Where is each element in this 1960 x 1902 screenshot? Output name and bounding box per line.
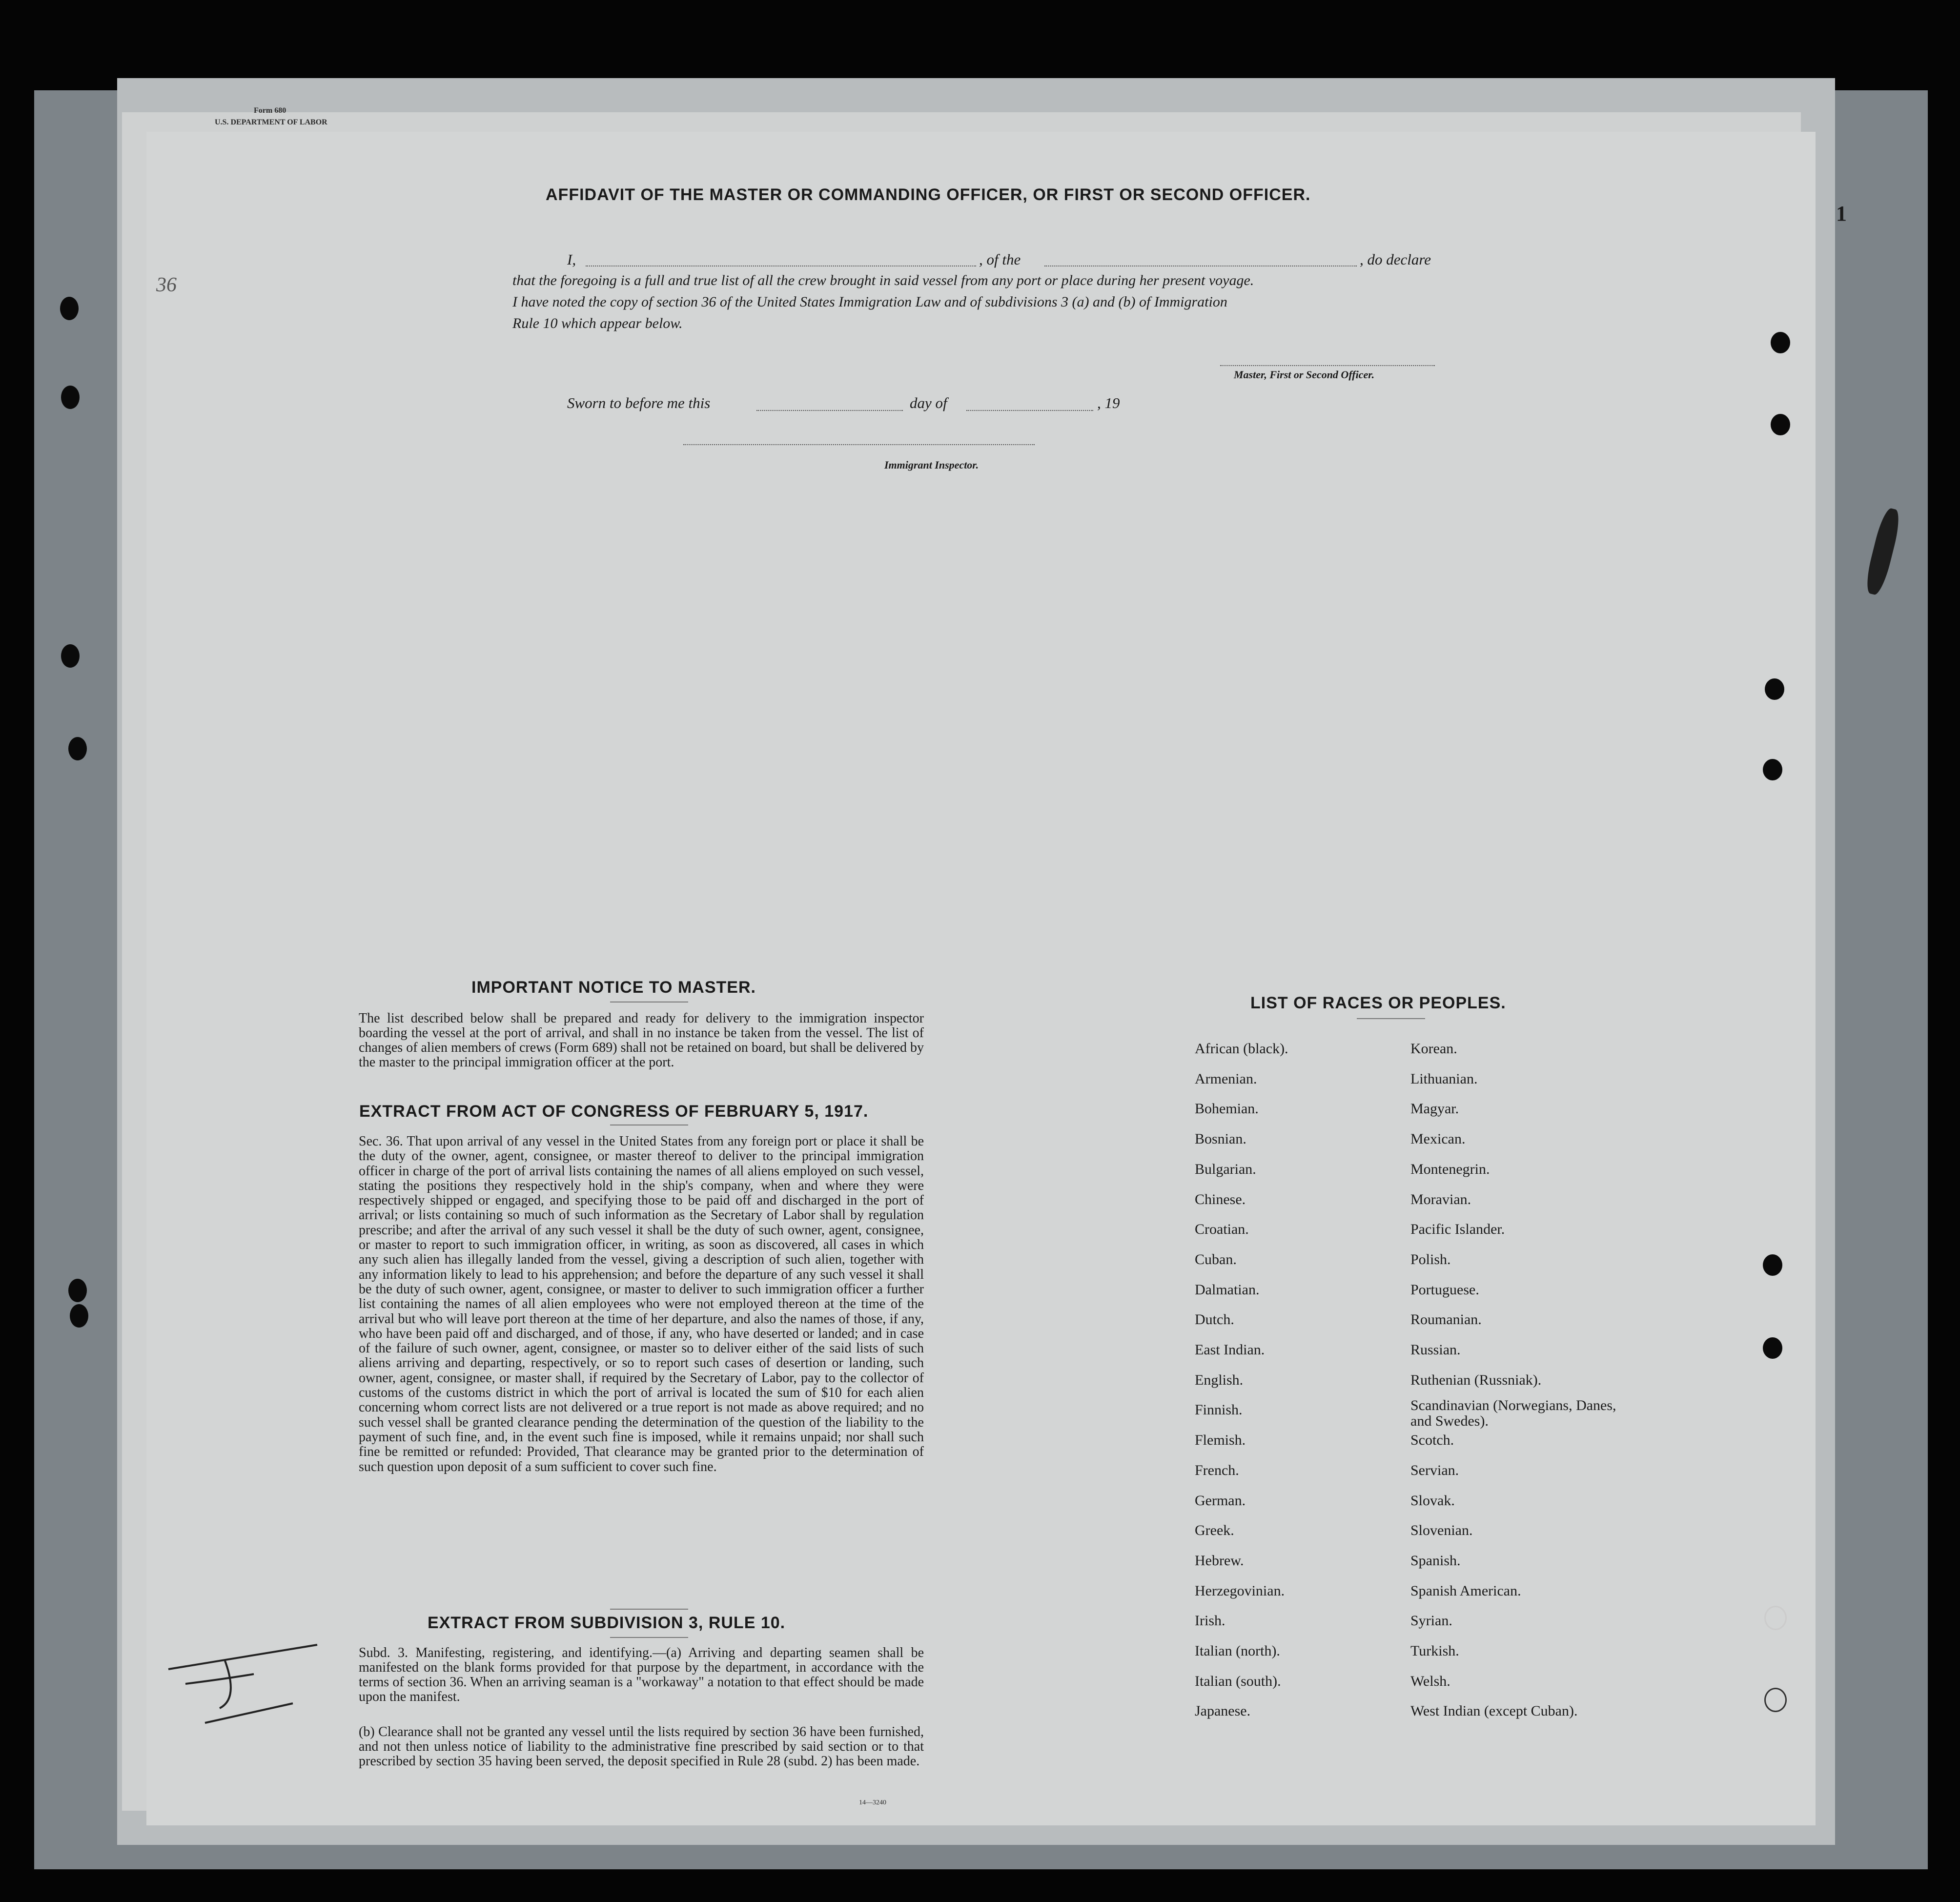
notice-body: The list described below shall be prepared and ready for delivery to the immigration inspector boarding the vessel at the port of arrival, and shall in no instance be taken from the vessel. The list of changes of alien members of crews (Form 689) shall not be retained on board, but shall be delivered by the master to the principal immigration officer at the port. xyxy=(359,1011,924,1070)
race-item: Slovak. xyxy=(1410,1492,1455,1509)
affidavit-line2: that the foregoing is a full and true list of all the crew brought in said vessel from any port or place during her present voyage. xyxy=(512,272,1254,288)
race-item: Spanish American. xyxy=(1410,1582,1521,1599)
affidavit-of-the: , of the xyxy=(979,251,1021,268)
divider xyxy=(610,1609,688,1610)
punch-hole xyxy=(61,386,80,409)
race-item: Roumanian. xyxy=(1410,1311,1482,1328)
punch-hole xyxy=(1763,1254,1782,1276)
sworn-year: , 19 xyxy=(1097,394,1120,411)
handwritten-mark xyxy=(166,1640,322,1728)
race-item: Ruthenian (Russniak). xyxy=(1410,1371,1542,1388)
divider xyxy=(610,1637,688,1638)
extract-rule-body-b: (b) Clearance shall not be granted any vessel until the lists required by section 36 have been furnished, and not then unless notice of liability to the administrative fine prescribed by said section or to that prescribed by section 35 having been served, the deposit specified in Rule 28 (subd. 2) has been made. xyxy=(359,1724,924,1769)
notice-title: IMPORTANT NOTICE TO MASTER. xyxy=(471,978,756,997)
race-item: Bosnian. xyxy=(1195,1131,1246,1147)
race-item: Bulgarian. xyxy=(1195,1161,1256,1177)
race-item: Scotch. xyxy=(1410,1432,1454,1449)
race-item: Portuguese. xyxy=(1410,1281,1479,1298)
race-item: Syrian. xyxy=(1410,1613,1452,1629)
race-item: Pacific Islander. xyxy=(1410,1221,1505,1238)
race-item: Chinese. xyxy=(1195,1191,1246,1207)
punch-hole xyxy=(1764,1606,1787,1630)
sworn-prefix: Sworn to before me this xyxy=(567,394,711,411)
race-item: German. xyxy=(1195,1492,1246,1509)
sworn-day-of: day of xyxy=(910,394,947,411)
print-code: 14—3240 xyxy=(859,1799,886,1806)
race-item: Polish. xyxy=(1410,1251,1451,1268)
punch-hole xyxy=(61,644,80,668)
race-item: Spanish. xyxy=(1410,1552,1461,1569)
affidavit-title: AFFIDAVIT OF THE MASTER OR COMMANDING OFFICER, OR FIRST OR SECOND OFFICER. xyxy=(546,185,1311,204)
race-item: Greek. xyxy=(1195,1522,1234,1539)
race-item: Korean. xyxy=(1410,1041,1457,1057)
punch-hole xyxy=(1764,1688,1787,1712)
inspector-label: Immigrant Inspector. xyxy=(884,459,979,471)
master-signature-label: Master, First or Second Officer. xyxy=(1234,368,1375,381)
race-item: Dutch. xyxy=(1195,1311,1234,1328)
race-item: Armenian. xyxy=(1195,1070,1257,1087)
race-item: Italian (north). xyxy=(1195,1643,1280,1659)
race-item: African (black). xyxy=(1195,1041,1288,1057)
race-item: East Indian. xyxy=(1195,1342,1265,1358)
race-item: Croatian. xyxy=(1195,1221,1249,1238)
race-item: Scandinavian (Norwegians, Danes, and Swedes). xyxy=(1410,1397,1616,1430)
race-item: West Indian (except Cuban). xyxy=(1410,1703,1578,1719)
punch-hole xyxy=(70,1304,88,1328)
punch-hole xyxy=(1763,759,1782,780)
race-item: English. xyxy=(1195,1371,1244,1388)
extract-rule-title: EXTRACT FROM SUBDIVISION 3, RULE 10. xyxy=(428,1614,786,1632)
affidavit-i: I, xyxy=(567,251,576,268)
punch-hole xyxy=(1771,414,1790,435)
race-item: Slovenian. xyxy=(1410,1522,1473,1539)
punch-hole xyxy=(68,737,87,760)
race-item: Japanese. xyxy=(1195,1703,1251,1719)
race-item: Hebrew. xyxy=(1195,1552,1244,1569)
sworn-day-blank[interactable] xyxy=(756,410,903,411)
race-item: Montenegrin. xyxy=(1410,1161,1490,1177)
punch-hole xyxy=(1763,1337,1782,1359)
left-edge-number: 36 xyxy=(156,274,177,296)
races-title: LIST OF RACES OR PEOPLES. xyxy=(1250,994,1506,1012)
affidavit-declare: , do declare xyxy=(1360,251,1431,268)
race-item: Russian. xyxy=(1410,1342,1461,1358)
affidavit-line3: I have noted the copy of section 36 of the United States Immigration Law and of subdivisions 3 (a) and (b) of Immigration xyxy=(512,294,1227,310)
race-item: Finnish. xyxy=(1195,1402,1243,1418)
race-item: Flemish. xyxy=(1195,1432,1246,1449)
race-item: Cuban. xyxy=(1195,1251,1237,1268)
race-item: Dalmatian. xyxy=(1195,1281,1260,1298)
race-item: Lithuanian. xyxy=(1410,1070,1478,1087)
extract-act-title: EXTRACT FROM ACT OF CONGRESS OF FEBRUARY 5, 1917. xyxy=(359,1102,869,1121)
inspector-signature-blank[interactable] xyxy=(683,444,1035,445)
document-page xyxy=(146,132,1816,1825)
right-edge-number: 1 xyxy=(1836,202,1847,225)
race-item: Italian (south). xyxy=(1195,1673,1281,1689)
race-item: French. xyxy=(1195,1462,1239,1478)
divider xyxy=(1357,1018,1425,1019)
race-item: Bohemian. xyxy=(1195,1101,1259,1117)
punch-hole xyxy=(1765,678,1784,700)
race-item: Mexican. xyxy=(1410,1131,1466,1147)
race-item: Welsh. xyxy=(1410,1673,1450,1689)
race-item: Moravian. xyxy=(1410,1191,1471,1207)
punch-hole xyxy=(60,297,79,320)
form-department: U.S. DEPARTMENT OF LABOR xyxy=(215,118,327,126)
race-item: Turkish. xyxy=(1410,1643,1459,1659)
extract-act-body: Sec. 36. That upon arrival of any vessel in the United States from any foreign port or place it shall be the duty of the owner, agent, consignee, or master thereof to deliver to the principal immigration officer in charge of the port of arrival lists containing the names of all aliens employed on such vessel, stating the positions they respectively hold in the ship's company, when and where they were respectively shipped or engaged, and specifying those to be paid off and discharged in the port of arrival; or lists containing so much of such information as the Secretary of Labor shall by regulation prescribe; and after the arrival of any such vessel it shall be the duty of such owner, agent, consignee, or master to report to such immigration officer, in writing, as soon as discovered, all cases in which any such alien has illegally landed from the vessel, giving a description of such alien, together with any information likely to lead to his apprehension; and before the departure of any such vessel it shall be the duty of such owner, agent, consignee, or master to deliver to such immigration officer a further list containing the names of all alien employees who were not employed thereon at the time of the arrival but who will leave port thereon at the time of her departure, and also the names of those, if any, who have been paid off and discharged, and of those, if any, who have deserted or landed; and in case of the failure of such owner, agent, consignee, or master so to deliver either of the said lists of such aliens arriving and departing, respectively, or so to report such cases of desertion or landing, such owner, agent, consignee, or master shall, if required by the Secretary of Labor, pay to the collector of customs of the customs district in which the port of arrival is located the sum of $10 for each alien concerning whom correct lists are not delivered or a true report is not made as above required; and no such vessel shall be granted clearance pending the determination of the question of the liability to the payment of such fine, and, in the event such fine is imposed, while it remains unpaid; nor shall such fine be remitted or refunded: Provided, That clearance may be granted prior to the determination of such question upon deposit of a sum sufficient to cover such fine. xyxy=(359,1134,924,1474)
affidavit-line4: Rule 10 which appear below. xyxy=(512,315,683,331)
punch-hole xyxy=(1771,332,1790,353)
race-item: Herzegovinian. xyxy=(1195,1582,1285,1599)
extract-rule-body-a: Subd. 3. Manifesting, registering, and identifying.—(a) Arriving and departing seamen shall be manifested on the blank forms provided for that purpose by the department, in accordance with the terms of section 36. When an arriving seaman is a "workaway" a notation to that effect should be made upon the manifest. xyxy=(359,1645,924,1704)
master-signature-blank[interactable] xyxy=(1220,365,1435,366)
form-number: Form 680 xyxy=(254,106,286,115)
punch-hole xyxy=(68,1279,87,1302)
sworn-month-blank[interactable] xyxy=(966,410,1093,411)
race-item: Magyar. xyxy=(1410,1101,1459,1117)
race-item: Irish. xyxy=(1195,1613,1225,1629)
race-item: Servian. xyxy=(1410,1462,1459,1478)
